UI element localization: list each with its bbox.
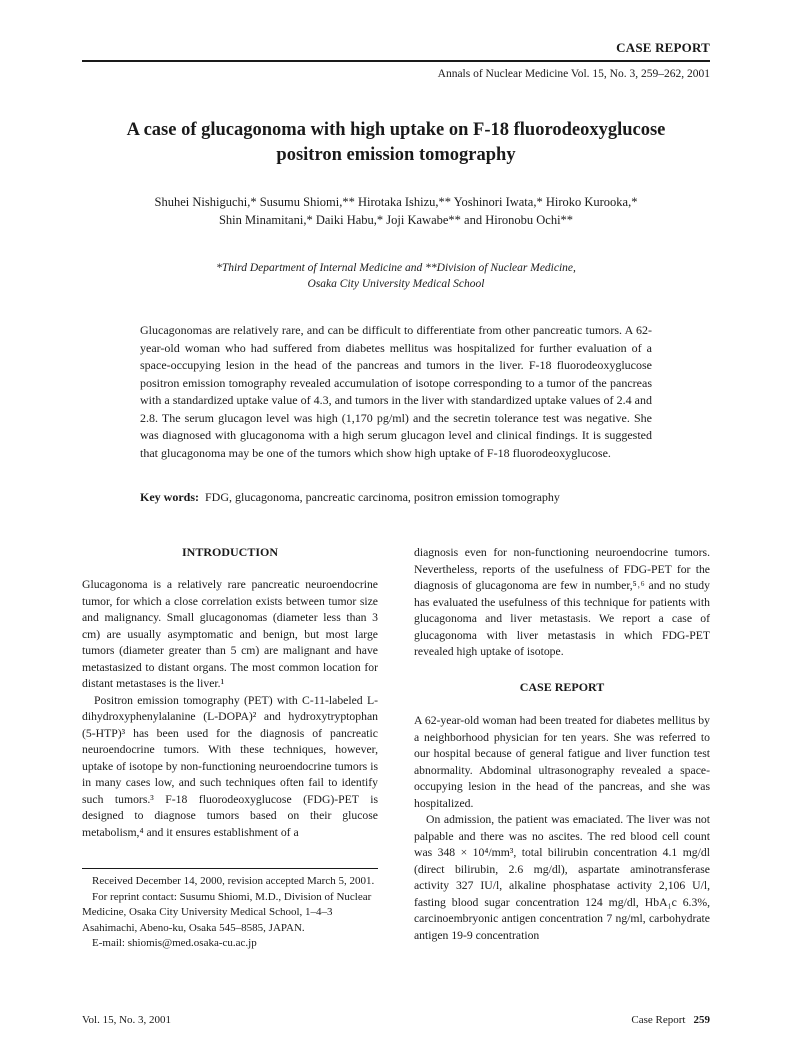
authors-line-2: Shin Minamitani,* Daiki Habu,* Joji Kawabe** and Hironobu Ochi** [218, 213, 574, 227]
abstract: Glucagonomas are relatively rare, and can be difficult to differentiate from other pancreatic tumors. A 62-year-old woman who had suffered from diabetes mellitus was hospitalized for further evaluation of a space-occupying lesion in the head of the pancreas and tumors in the liver. F-18 fluorodeoxyglucose positron emission tomography revealed accumulation of isotope corresponding to a tumor of the pancreas with a standardized uptake value of 4.3, and tumors in the liver with standardized uptake values of 2.4 and 2.8. The serum glucagon level was high (1,170 pg/ml) and the secretin tolerance test was negative. She was diagnosed with glucagonoma with a high serum glucagon level and clinical findings. It is suggested that glucagonoma may be one of the tumors which show high uptake of F-18 fluorodeoxyglucose. [140, 323, 652, 460]
right-column [414, 545, 710, 944]
footnotes [82, 874, 378, 952]
title-line-2: positron emission tomography [276, 145, 516, 165]
case-report-heading: CASE REPORT [519, 679, 605, 694]
intro-heading: INTRODUCTION [181, 545, 278, 559]
journal-citation: Annals of Nuclear Medicine Vol. 15, No. 3, 259–262, 2001 [437, 68, 710, 80]
case-paragraph-1: A 62-year-old woman had been treated for diabetes mellitus by a neighborhood physician for ten years. She was referred to our hospital because of general fatigue and liver function test abnormality. Abdominal ultrasonography revealed a space-occupying lesion in the head of the pancreas, and she was hospitalized. [414, 714, 710, 810]
affiliation [100, 260, 692, 292]
affiliation-line-1: *Third Department of Internal Medicine and **Division of Nuclear Medicine, [216, 262, 576, 274]
title-line-1: A case of glucagonoma with high uptake on F-18 fluorodeoxyglucose [126, 120, 666, 140]
case-paragraph-2: On admission, the patient was emaciated. The liver was not palpable and there was no ascites. The red blood cell count was 348 × 10⁴/mm³, total bilirubin concentration 4.1 mg/dl (direct bilirubin, 2.6 mg/dl), aspartate aminotransferase activity 327 IU/l, alkaline phosphatase activity 2,106 U/l, fasting blood sugar concentration 124 mg/dl, HbA₁c 6.3%, carcinoembryonic antigen concentration 7 ng/ml, carbohydrate antigen 19-9 concentration [414, 813, 710, 942]
footer-section: Case Report [631, 1014, 686, 1026]
article-title [100, 118, 692, 168]
intro-continued: diagnosis even for non-functioning neuroendocrine tumors. Nevertheless, reports of the usefulness of FDG-PET for the diagnosis of glucagonoma are few in number,⁵˒⁶ and no study has evaluated the usefulness of this technique for patients with glucagonoma and liver metastasis. We report a case of glucagonoma with liver metastasis in which FDG-PET revealed high uptake of isotope. [414, 546, 710, 658]
section-label: CASE REPORT [616, 40, 710, 55]
keywords-list: FDG, glucagonoma, pancreatic carcinoma, positron emission tomography [205, 490, 560, 504]
header-rule [82, 60, 710, 62]
footnote-email: E-mail: shiomis@med.osaka-cu.ac.jp [92, 937, 257, 949]
authors-line-1: Shuhei Nishiguchi,* Susumu Shiomi,** Hirotaka Ishizu,** Yoshinori Iwata,* Hiroko Kurooka,* [154, 195, 638, 209]
keywords-label: Key words: [140, 490, 199, 504]
footnote-received: Received December 14, 2000, revision accepted March 5, 2001. [92, 875, 375, 887]
keywords [140, 490, 652, 505]
page-number: 259 [693, 1014, 710, 1026]
intro-paragraph-2: Positron emission tomography (PET) with C-11-labeled L-dihydroxyphenylalanine (L-DOPA)² and hydroxytryptophan (5-HTP)³ has been used for the diagnosis of pancreatic neuroendocrine tumors. With these techniques, however, uptake of isotope by non-functioning neuroendocrine tumors is in many cases low, and such techniques often fail to identify such tumors.³ F-18 fluorodeoxyglucose (FDG)-PET is designed to diagnose tumors based on their glucose metabolism,⁴ and it ensures establishment of a [82, 693, 378, 839]
authors [100, 193, 692, 229]
affiliation-line-2: Osaka City University Medical School [307, 278, 485, 290]
footer-page [631, 1014, 710, 1026]
footer-volume: Vol. 15, No. 3, 2001 [82, 1014, 172, 1026]
footnote-reprint: For reprint contact: Susumu Shiomi, M.D., Division of Nuclear Medicine, Osaka City University Medical School, 1–4–3 Asahimachi, Abeno-ku, Osaka 545–8585, JAPAN. [82, 890, 372, 934]
left-column [82, 577, 378, 841]
intro-paragraph-1: Glucagonoma is a relatively rare pancreatic neuroendocrine tumor, for which a close correlation exists between tumor size and malignancy. Small glucagonomas (diameter less than 3 cm) are usually asymptomatic and benign, but most large tumors (diameter greater than 5 cm) are malignant and have metastasized to distant organs. The most common location for distant metastases is the liver.¹ [82, 578, 378, 690]
footnote-rule [82, 868, 378, 869]
